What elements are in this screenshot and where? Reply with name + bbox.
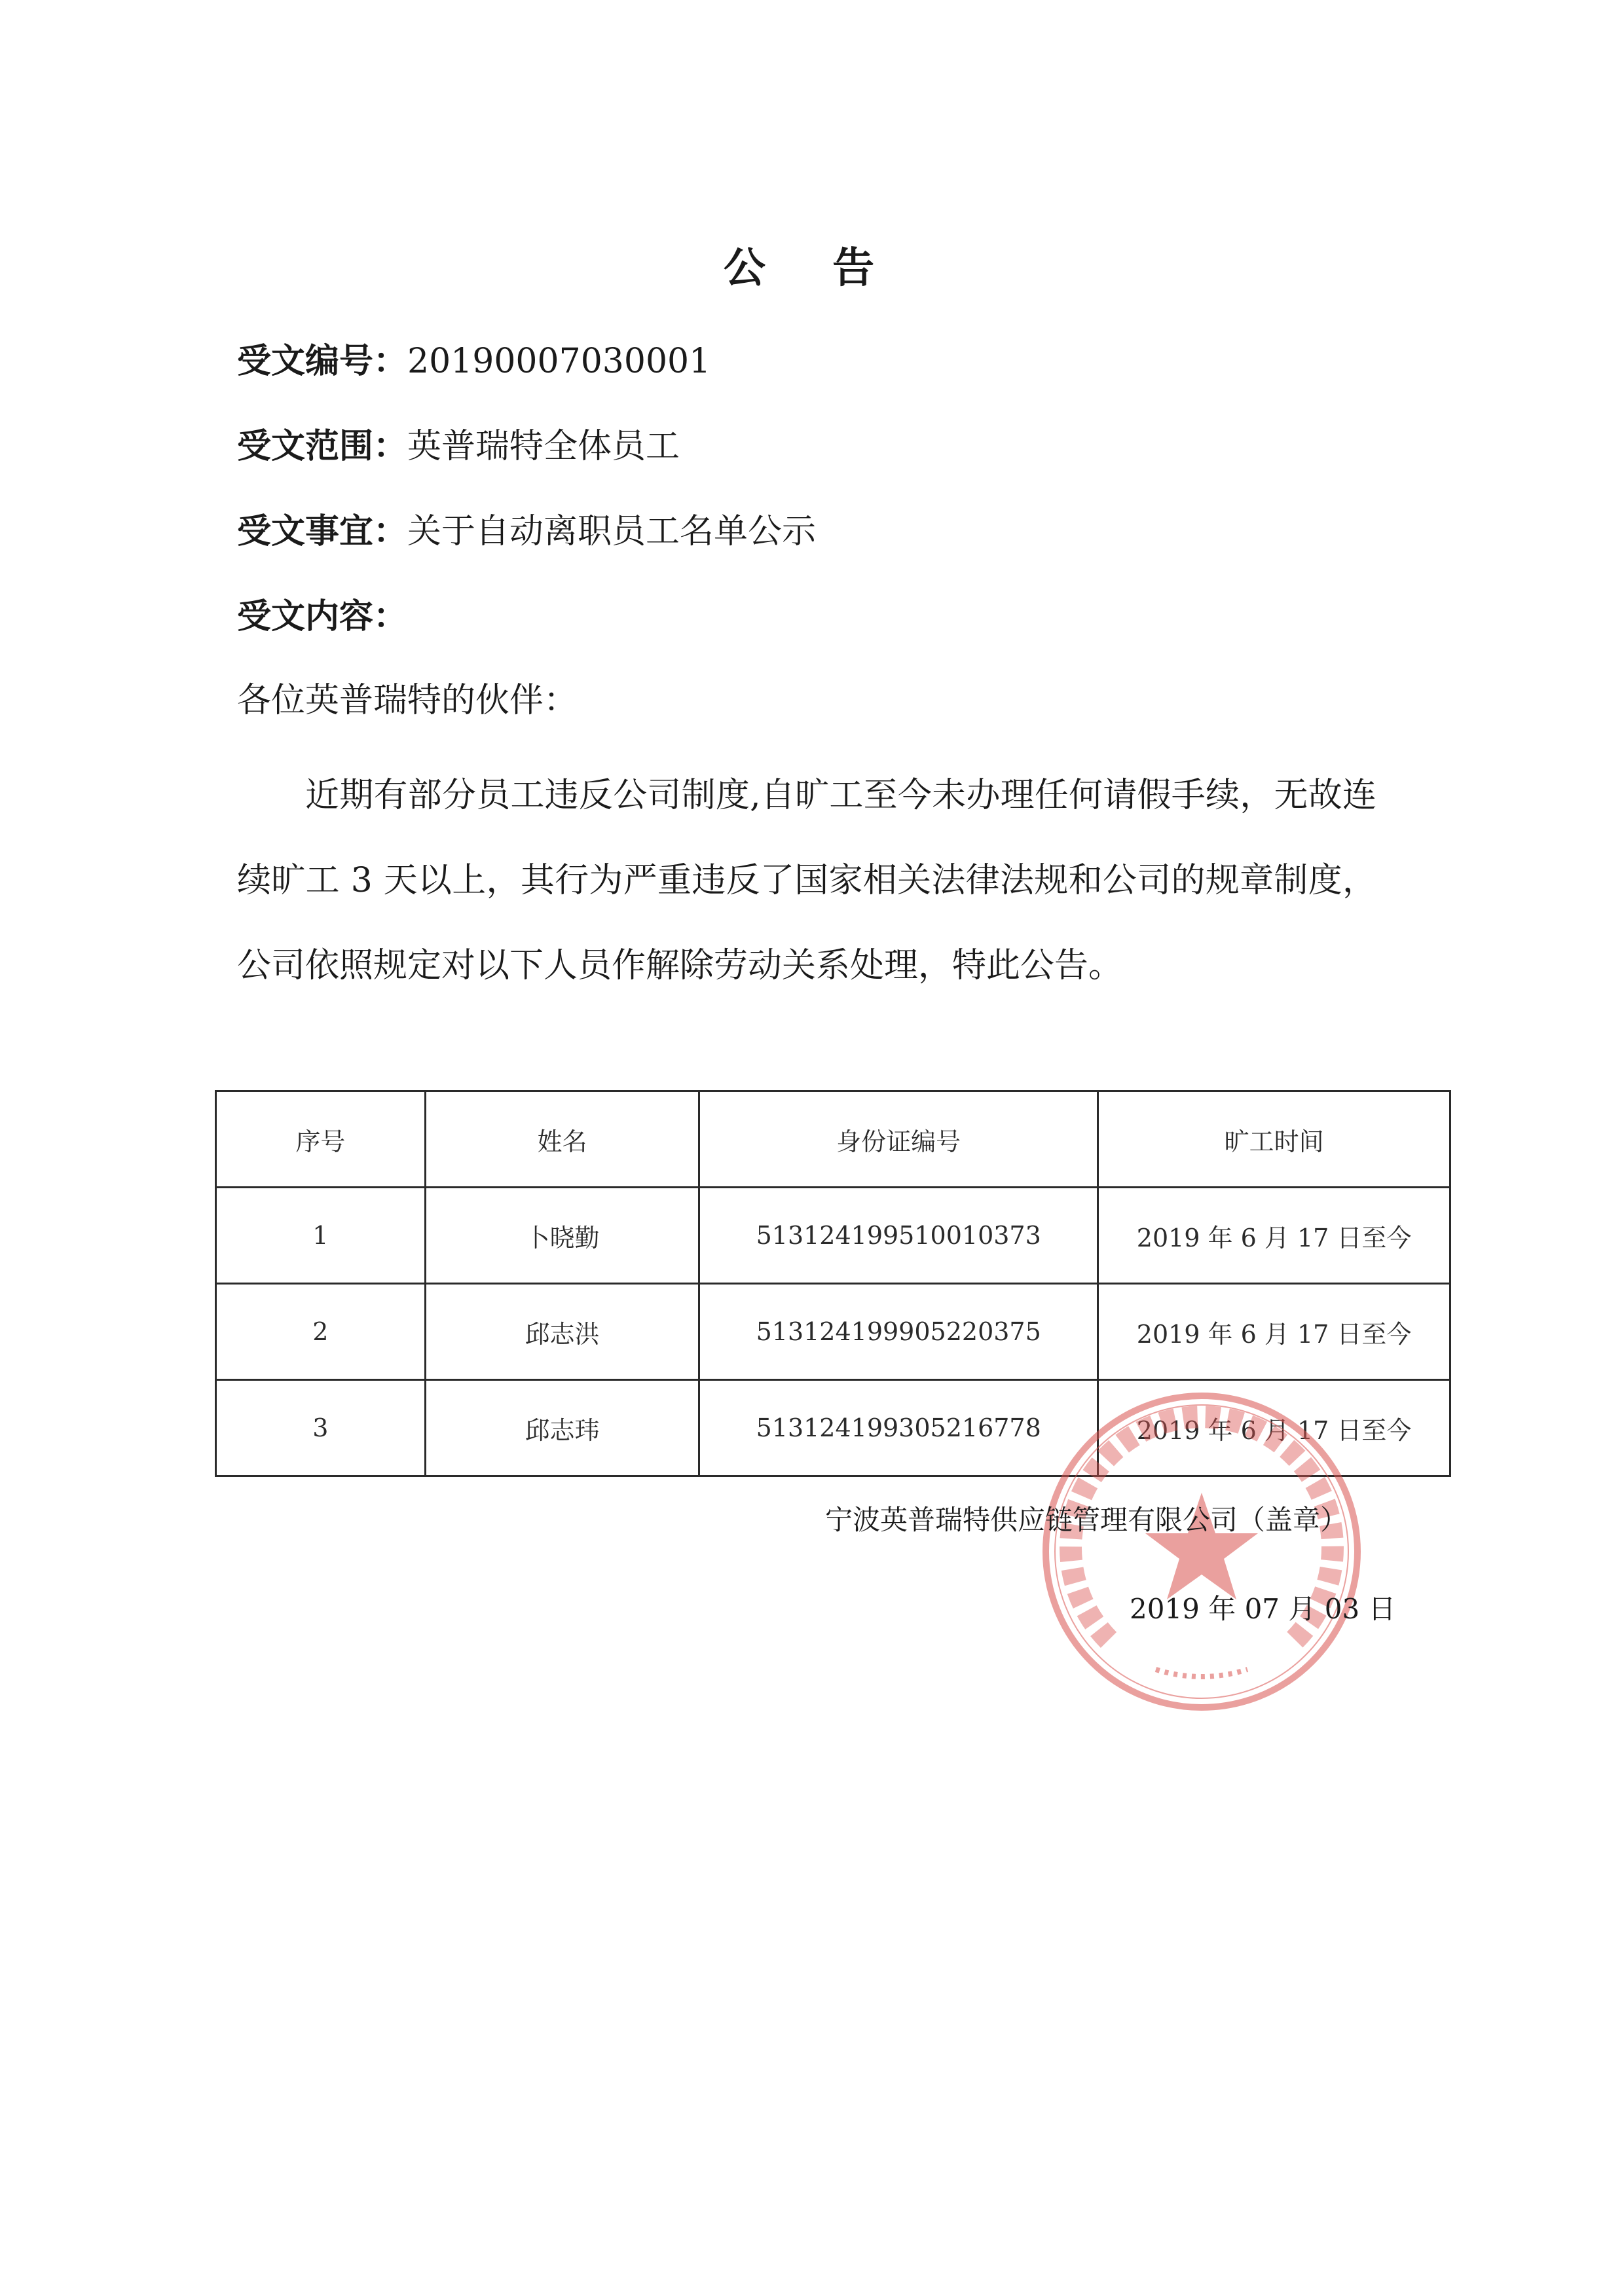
greeting: 各位英普瑞特的伙伴： [237,681,578,720]
body-paragraph: 近期有部分员工违反公司制度,自旷工至今未办理任何请假手续，无故连续旷工 3 天以上，其行为严重违反了国家相关法律法规和公司的规章制度，公司依照规定对以下人员作解除劳动关系处理，特此公告。 [237,776,1376,985]
company-signature: 宁波英普瑞特供应链管理有限公司（盖章） [825,1504,1348,1536]
cell-id: 513124199905220375 [699,1284,1098,1380]
field-scope [237,420,680,473]
cell-absence-time: 2019 年 6 月 17 日至今 [1098,1380,1450,1476]
cell-number: 2 [216,1284,426,1380]
cell-name: 卜晓勤 [425,1188,699,1284]
cell-name: 邱志洪 [425,1284,699,1380]
field-value: 英普瑞特全体员工 [407,427,680,466]
field-label: 受文事宜： [237,512,408,551]
cell-id: 513124199510010373 [699,1188,1098,1284]
column-header-absence-time: 旷工时间 [1098,1091,1450,1188]
table-row [216,1284,1450,1380]
document-title: 公 告 [723,244,901,293]
cell-number: 3 [216,1380,426,1476]
table-row [216,1188,1450,1284]
signature-date: 2019 年 07 月 03 日 [1130,1593,1396,1625]
field-value: 20190007030001 [407,342,711,381]
field-content [237,591,407,643]
field-document-number [237,335,710,388]
company-seal-stamp [1031,1381,1372,1722]
field-label: 受文编号： [237,342,408,381]
cell-number: 1 [216,1188,426,1284]
cell-absence-time: 2019 年 6 月 17 日至今 [1098,1188,1450,1284]
column-header-name: 姓名 [425,1091,699,1188]
column-header-number: 序号 [216,1091,426,1188]
cell-name: 邱志玮 [425,1380,699,1476]
table-header-row [216,1091,1450,1188]
field-label: 受文范围： [237,427,408,466]
field-label: 受文内容： [237,597,408,636]
field-subject [237,505,816,558]
cell-absence-time: 2019 年 6 月 17 日至今 [1098,1284,1450,1380]
field-value: 关于自动离职员工名单公示 [407,512,817,551]
cell-id: 513124199305216778 [699,1380,1098,1476]
column-header-id: 身份证编号 [699,1091,1098,1188]
